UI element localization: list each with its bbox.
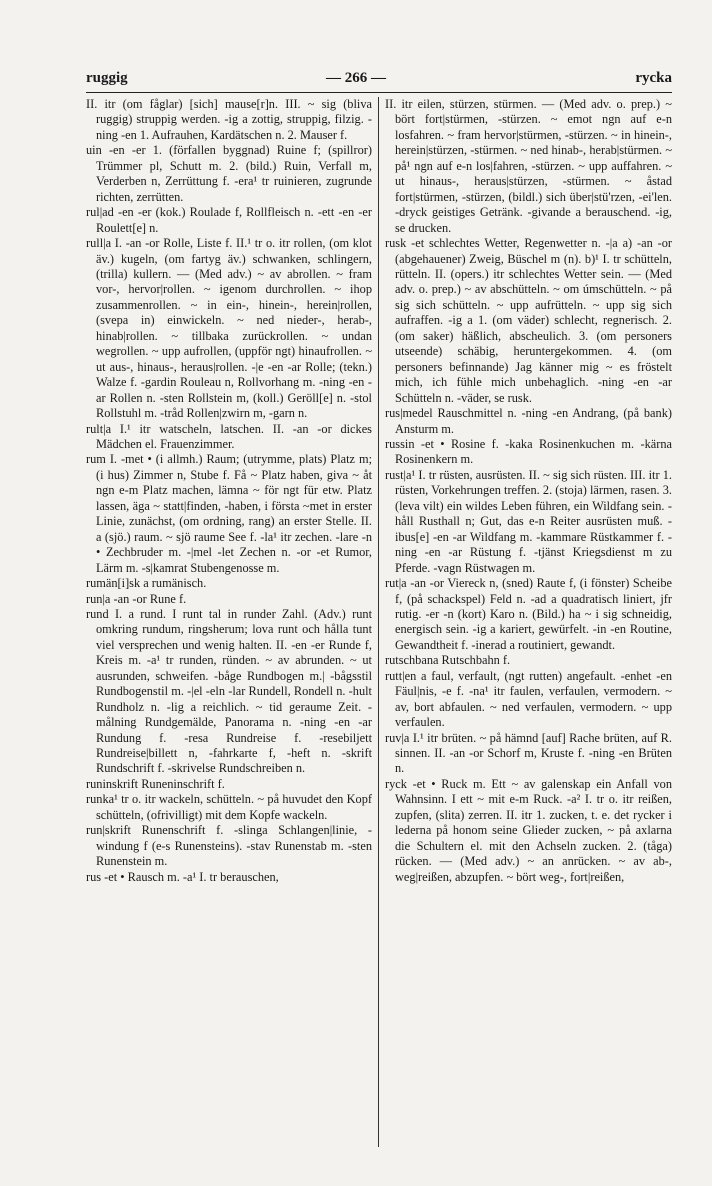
dictionary-entry: rull|a I. -an -or Rolle, Liste f. II.¹ tr o. itr rollen, (om klot äv.) kugeln, (om fartyg äv.) schwanken, schlingern, (trilla) kullern. — (Med adv.) ~ av abrollen. ~ fram vor-, hervor|rollen. ~ igenom durchrollen. ~ ihop zusammenrollen. ~ in ein-, hinein-, herein|rollen, (svepa in) einwickeln. ~ ned nieder-, herab-, hinab|rollen. ~ tillbaka zurückrollen. ~ undan wegrollen. ~ upp aufrollen, (uppför ngt) hinaufrollen. ~ ut aus-, hinaus-, heraus|rollen. -|e -en -ar Rolle; (tekn.) Walze f. -gardin Rouleau n, Rollvorhang m. -ning -en -ar Rollen n. -sten Rollstein m, (koll.) Geröll[e] n. -stol Rollstuhl m. -tråd Rollen|zwirn m, -garn n. (86, 236, 372, 421)
dictionary-entry: runinskrift Runeninschrift f. (86, 776, 225, 791)
dictionary-entry: rust|a¹ I. tr rüsten, ausrüsten. II. ~ sig sich rüsten. III. itr 1. rüsten, Vorkehrungen treffen. 2. (stoja) lärmen, rasen. 3. (leva vilt) ein wildes Leben führen, ein Wildfang sein. -håll Rusthall n; Gut, das e-n Reiter ausrüsten muß. -ibus[e] -en -ar Wildfang m. -kammare Rüstkammer f. -ning -en -ar Rüstung f. -tjänst Kriegsdienst m zu Pferde. -vagn Rüstwagen m. (385, 467, 672, 575)
dictionary-entry: rum I. -met • (i allmh.) Raum; (utrymme, plats) Platz m; (i hus) Zimmer n, Stube f. Få ~ Platz haben, giva ~ åt ngn e-m Platz machen, lämna ~ för ngt für etw. Platz lassen, äga ~ statt|finden, -haben, i första ~met in erster Linie, zunächst, (om ordning, rang) an erster Stelle. II. a (sjö.) raum. ~ sjö raume See f. -la¹ itr zechen. -lare -n • Zechbruder m. -|mel -let Zechen n. -or -et Rumor, Lärm m. -s|kamrat Stubengenosse m. (86, 452, 372, 575)
dictionary-entry: rumän[i]sk a rumänisch. (86, 576, 207, 591)
right-column (379, 97, 672, 1147)
dictionary-entry: II. itr (om fåglar) [sich] mause[r]n. III. ~ sig (bliva ruggig) struppig werden. -ig a zottig, struppig, filzig. -ning -en 1. Aufrauhen, Kardätschen n. 2. Mauser f. (86, 97, 372, 142)
header-right-guide-word: rycka (635, 70, 672, 86)
dictionary-entry: runka¹ tr o. itr wackeln, schütteln. ~ på huvudet den Kopf schütteln, (ofrivilligt) mit dem Kopfe wackeln. (86, 792, 372, 822)
dictionary-entry: rund I. a rund. I runt tal in runder Zahl. (Adv.) runt omkring rundum, ringsherum; lova runt och hålla tunt viel versprechen und wenig halten. II. -en -er Runde f, Kreis m. -a¹ tr runden, ründen. ~ av abrunden. ~ ut ausrunden, schweifen. -båge Rundbogen m.| -bågsstil Rundbogenstil m. -|el -eln -lar Rundell, Rondell n. -hult Rundholz n. -lig a reichlich. ~ tid geraume Zeit. -målning Rundgemälde, Panorama n. -ning -en -ar Rundung f. -resa Rundreise f. -resebiljett Rundreise|billett n, -fahrkarte f, -heft n. -skrift Rundschrift f. -skrivelse Rundschreiben n. (86, 606, 372, 776)
page-header (86, 70, 672, 93)
dictionary-entry: rut|a -an -or Viereck n, (sned) Raute f, (i fönster) Scheibe f, (på schackspel) Feld n. -ad a quadratisch liniert, jfr rutig. -er -n (kort) Karo n. (Bild.) ha ~ i sig schneidig, energisch sein. -ig a kariert, gewürfelt. -in -en Routine, Gewandtheit f. -inerad a routiniert, gewandt. (385, 576, 672, 652)
dictionary-entry: rult|a I.¹ itr watscheln, latschen. II. -an -or dickes Mädchen el. Frauenzimmer. (86, 421, 372, 451)
dictionary-entry: ryck -et • Ruck m. Ett ~ av galenskap ein Anfall von Wahnsinn. I ett ~ mit e-m Ruck. -a² I. tr o. itr reißen, zupfen, (slita) zerren. II. itr 1. zucken, t. e. det rycker i lederna på honom seine Glieder zucken, ~ på axlarna die Schultern el. mit den Achseln zucken. 2. (tåga) rücken. — (Med adv.) ~ an anrücken. ~ av ab-, weg|reißen, abzupfen. ~ bört weg-, fort|reißen, (385, 776, 672, 884)
left-column (86, 97, 379, 1147)
dictionary-entry: rutt|en a faul, verfault, (ngt rutten) angefault. -enhet -en Fäul|nis, -e f. -na¹ itr faulen, verfaulen, vermodern. ~ av, bort abfaulen. ~ ned verfaulen, vermodern. ~ upp verfaulen. (385, 668, 672, 730)
dictionary-entry: rutschbana Rutschbahn f. (385, 653, 511, 668)
dictionary-entry: rus|medel Rauschmittel n. -ning -en Andrang, (på bank) Ansturm m. (385, 406, 672, 436)
page-number: — 266 — (326, 70, 386, 86)
text-columns (86, 97, 672, 1147)
dictionary-entry: run|a -an -or Rune f. (86, 591, 187, 606)
dictionary-entry: rul|ad -en -er (kok.) Roulade f, Rollfleisch n. -ett -en -er Roulett[e] n. (86, 205, 372, 235)
dictionary-entry: rus -et • Rausch m. -a¹ I. tr berauschen, (86, 869, 279, 884)
dictionary-entry: run|skrift Runenschrift f. -slinga Schlangen|linie, -windung f (e-s Runensteins). -stav Runenstab m. -sten Runenstein m. (86, 823, 372, 869)
dictionary-entry: II. itr eilen, stürzen, stürmen. — (Med adv. o. prep.) ~ bört fort|stürmen, -stürzen. ~ emot ngn auf e-n losfahren. ~ fram hervor|stürmen, -stürzen. ~ in hinein-, herein|stürzen, -stürmen. ~ ned hinab-, herab|stürmen. ~ på¹ ngn auf e-n los|fahren, -stürzen. ~ upp auffahren. ~ ut hinaus-, heraus|stürzen, -stürmen. ~ åstad fort|stürmen, -stürzen, (bildl.) sich über|stü'rzen, -ei'len. -dryck geistiges Getränk. -givande a berauschend. -ig, se drucken. (385, 97, 672, 235)
header-left-guide-word: ruggig (86, 70, 128, 86)
dictionary-entry: rusk -et schlechtes Wetter, Regenwetter n. -|a a) -an -or (abgehauener) Zweig, Büschel m (n). b)¹ I. tr schütteln, rütteln. II. (opers.) itr schlechtes Wetter sein. — (Med adv. o. prep.) ~ av abschütteln. ~ om úmschütteln. ~ på sig sich schütteln. ~ upp aufrütteln. ~ upp sig sich aufraffen. -ig a 1. (om väder) schlecht, regnerisch. 2. (om saker) häßlich, abscheulich. 3. (om personers utseende) schäbig, heruntergekommen. 4. (om personers befinnande) Jag känner mig ~ es fröstelt mich, ich fühle mich unbehaglich. -ning -en -ar Schütteln n. -väder, se rusk. (385, 236, 672, 405)
dictionary-entry: ruv|a I.¹ itr brüten. ~ på hämnd [auf] Rache brüten, auf R. sinnen. II. -an -or Schorf m, Kruste f. -ning -en Brüten n. (385, 730, 672, 776)
dictionary-entry: russin -et • Rosine f. -kaka Rosinenkuchen m. -kärna Rosinenkern m. (385, 436, 672, 467)
dictionary-entry: uin -en -er 1. (förfallen byggnad) Ruine f; (spillror) Trümmer pl, Schutt m. 2. (bild.) Ruin, Verfall m, Verderben n, Zerrüttung f. -era¹ tr ruinieren, zugrunde richten, zerrütten. (86, 143, 372, 204)
